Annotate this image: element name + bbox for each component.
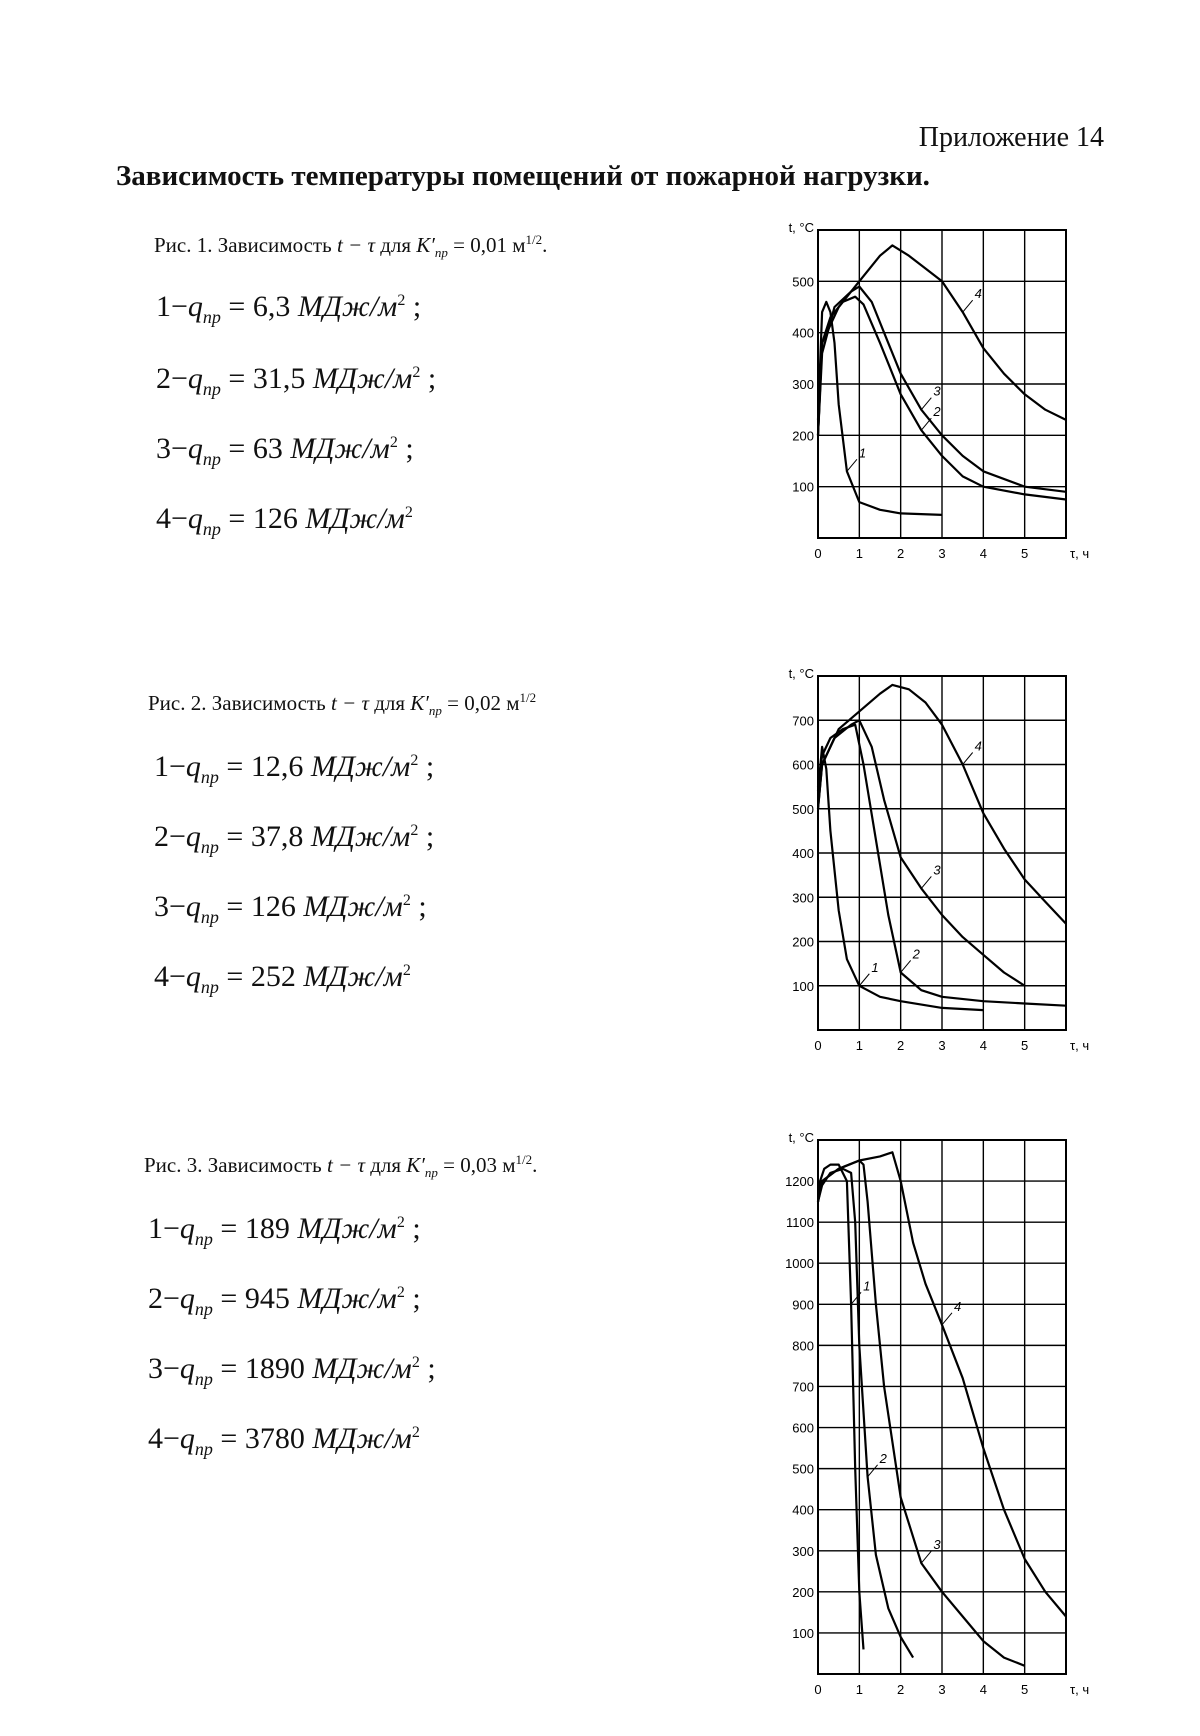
- y-axis-label: t, °C: [788, 220, 814, 235]
- y-tick-label: 600: [792, 757, 814, 773]
- load-item-1: $1-q_{пр} = 12,6$ МДж/$м^2$ ;: [154, 750, 435, 787]
- load-item-3: $3-q_{пр} = 126$ МДж/$м^2$ ;: [154, 890, 427, 927]
- y-tick-label: 100: [792, 1625, 814, 1641]
- load-item-1: $1-q_{пр} = 189$ МДж/$м^2$ ;: [148, 1212, 421, 1249]
- series-label-2: 2: [912, 946, 920, 962]
- x-tick-label: 3: [938, 546, 946, 561]
- series-label-3: 3: [933, 1537, 941, 1553]
- x-tick-label: 3: [938, 1682, 946, 1697]
- series-label-2: 2: [933, 404, 941, 420]
- x-tick-label: 2: [897, 1682, 905, 1697]
- load-item-3: $3-q_{пр} = 1890$ МДж/$м^2$ ;: [148, 1352, 436, 1389]
- series-leader-2: [868, 1465, 878, 1477]
- y-tick-label: 400: [792, 846, 814, 861]
- figure-caption: Рис. 3. Зависимость t − τ для $K'_{пр} = 0,03$ $м^{1/2}$.: [144, 1152, 538, 1181]
- y-tick-label: 1100: [786, 1215, 814, 1231]
- x-tick-label: 4: [979, 1038, 987, 1053]
- series-label-3: 3: [933, 862, 941, 878]
- series-leader-4: [942, 1313, 952, 1325]
- load-item-2: $2-q_{пр} = 31,5$ МДж/$м^2$ ;: [156, 362, 437, 399]
- x-tick-label: 0: [814, 546, 822, 561]
- y-tick-label: 1200: [785, 1174, 814, 1190]
- y-tick-label: 500: [792, 274, 814, 290]
- y-tick-label: 300: [792, 1543, 814, 1559]
- appendix-label: Приложение 14: [918, 122, 1104, 153]
- y-tick-label: 300: [792, 377, 814, 392]
- series-label-3: 3: [933, 383, 941, 399]
- y-tick-label: 800: [792, 1338, 814, 1354]
- figure-caption: Рис. 2. Зависимость t − τ для $K'_{пр} = 0,02$ $м^{1/2}$: [148, 690, 537, 719]
- y-axis-label: t, °C: [788, 666, 814, 681]
- load-item-2: $2-q_{пр} = 37,8$ МДж/$м^2$ ;: [154, 820, 435, 857]
- series-label-4: 4: [954, 1298, 962, 1314]
- series-label-4: 4: [974, 286, 982, 302]
- series-label-4: 4: [974, 738, 982, 754]
- load-item-3: $3-q_{пр} = 63$ МДж/$м^2$ ;: [156, 432, 414, 469]
- x-tick-label: 1: [855, 546, 863, 561]
- x-tick-label: 1: [855, 1682, 863, 1697]
- x-tick-label: 3: [938, 1038, 946, 1053]
- x-tick-label: 4: [979, 1682, 987, 1697]
- y-tick-label: 900: [792, 1297, 814, 1313]
- x-tick-label: 4: [979, 546, 987, 561]
- y-tick-label: 200: [792, 934, 814, 950]
- figure-caption: Рис. 1. Зависимость t − τ для $K'_{пр} = 0,01$ $м^{1/2}$.: [154, 232, 548, 261]
- page-title: Зависимость температуры помещений от пожарной нагрузки.: [116, 160, 930, 192]
- series-label-2: 2: [879, 1450, 887, 1466]
- y-tick-label: 200: [792, 1584, 814, 1600]
- series-label-1: 1: [863, 1278, 871, 1294]
- series-label-1: 1: [871, 959, 879, 975]
- y-tick-label: 500: [792, 1461, 814, 1477]
- x-tick-label: 0: [814, 1038, 822, 1053]
- x-axis-label: τ, ч: [1070, 546, 1090, 561]
- x-tick-label: 5: [1021, 546, 1029, 561]
- x-tick-label: 5: [1021, 1682, 1029, 1697]
- y-tick-label: 100: [792, 978, 814, 994]
- y-tick-label: 300: [792, 890, 814, 906]
- y-tick-label: 400: [792, 325, 814, 341]
- y-tick-label: 100: [792, 479, 814, 495]
- y-tick-label: 400: [792, 1502, 814, 1518]
- load-item-2: $2-q_{пр} = 945$ МДж/$м^2$ ;: [148, 1282, 421, 1319]
- y-tick-label: 1000: [785, 1256, 814, 1272]
- load-item-1: $1-q_{пр} = 6,3$ МДж/$м^2$ ;: [156, 290, 422, 327]
- series-leader-3: [921, 1551, 931, 1563]
- x-tick-label: 5: [1021, 1038, 1029, 1053]
- load-item-4: $4-q_{пр} = 3780$ МДж/$м^2$: [148, 1422, 420, 1459]
- load-item-4: $4-q_{пр} = 126$ МДж/$м^2$: [156, 502, 413, 539]
- y-tick-label: 200: [792, 428, 814, 444]
- x-tick-label: 2: [897, 546, 905, 561]
- series-label-1: 1: [858, 445, 867, 461]
- x-axis-label: τ, ч: [1070, 1682, 1090, 1697]
- x-tick-label: 2: [897, 1038, 905, 1053]
- x-axis-label: τ, ч: [1070, 1038, 1090, 1053]
- y-tick-label: 600: [792, 1420, 814, 1436]
- x-tick-label: 1: [855, 1038, 863, 1053]
- y-axis-label: t, °C: [788, 1130, 814, 1145]
- load-item-4: $4-q_{пр} = 252$ МДж/$м^2$: [154, 960, 411, 997]
- y-tick-label: 700: [792, 713, 814, 729]
- y-tick-label: 500: [792, 801, 814, 817]
- series-line-2: [818, 1169, 913, 1658]
- y-tick-label: 700: [792, 1379, 814, 1395]
- x-tick-label: 0: [814, 1682, 822, 1697]
